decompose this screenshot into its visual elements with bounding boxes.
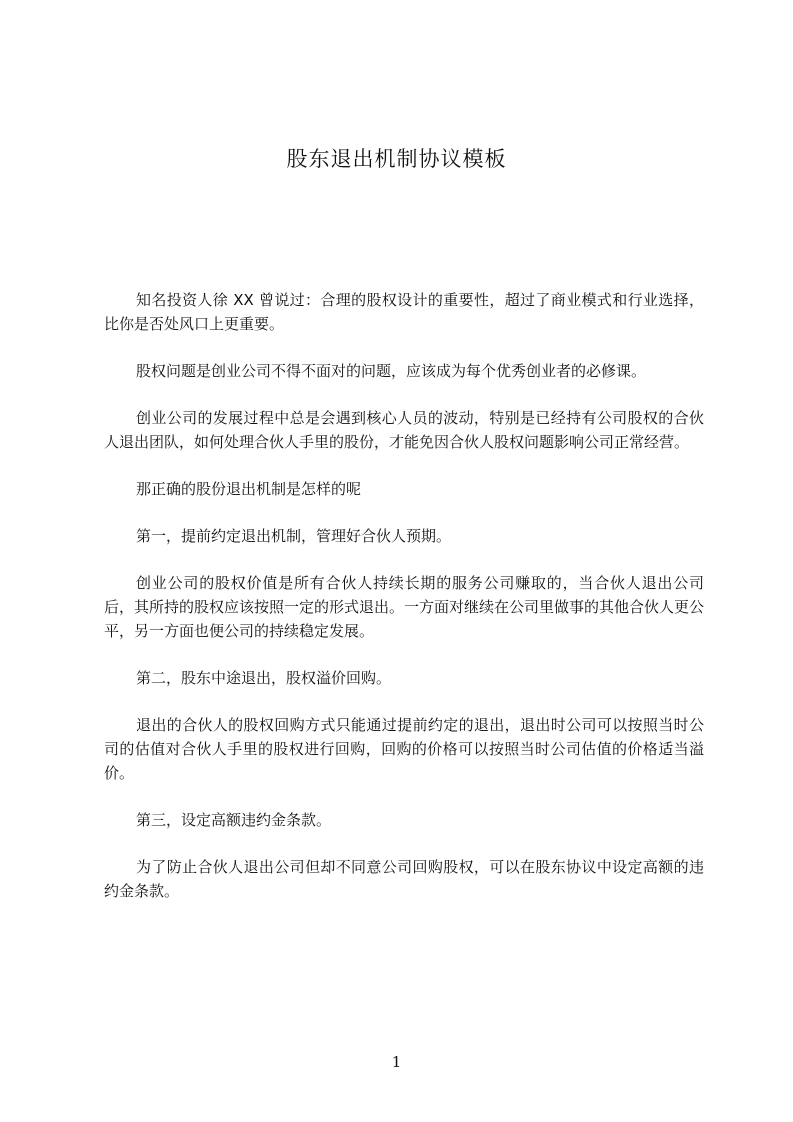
paragraph-equity-issue: 股权问题是创业公司不得不面对的问题，应该成为每个优秀创业者的必修课。: [136, 362, 647, 380]
heading-first-point: 第一，提前约定退出机制，管理好合伙人预期。: [136, 527, 452, 545]
paragraph-partner-exit: 创业公司的发展过程中总是会遇到核心人员的波动，特别是已经持有公司股权的合伙人退出团队，如何处理合伙人手里的股份，才能免因合伙人股权问题影响公司正常经营。: [104, 409, 704, 451]
paragraph-question: 那正确的股份退出机制是怎样的呢: [136, 480, 362, 498]
document-body: [104, 288, 704, 926]
heading-second-point: 第二，股东中途退出，股权溢价回购。: [136, 669, 392, 687]
page-number: 1: [391, 1053, 402, 1071]
paragraph-intro-quote: 知名投资人徐 XX 曾说过：合理的股权设计的重要性，超过了商业模式和行业选择，比你是否处风口上更重要。: [104, 291, 704, 333]
paragraph-third-point-detail: 为了防止合伙人退出公司但却不同意公司回购股权，可以在股东协议中设定高额的违约金条款。: [104, 858, 704, 900]
document-title: 股东退出机制协议模板: [286, 147, 507, 171]
heading-third-point: 第三，设定高额违约金条款。: [136, 811, 332, 829]
paragraph-second-point-detail: 退出的合伙人的股权回购方式只能通过提前约定的退出，退出时公司可以按照当时公司的估值对合伙人手里的股权进行回购，回购的价格可以按照当时公司估值的价格适当溢价。: [104, 716, 704, 782]
paragraph-first-point-detail: 创业公司的股权价值是所有合伙人持续长期的服务公司赚取的，当合伙人退出公司后，其所持的股权应该按照一定的形式退出。一方面对继续在公司里做事的其他合伙人更公平，另一方面也便公司的持续稳定发展。: [104, 574, 705, 640]
